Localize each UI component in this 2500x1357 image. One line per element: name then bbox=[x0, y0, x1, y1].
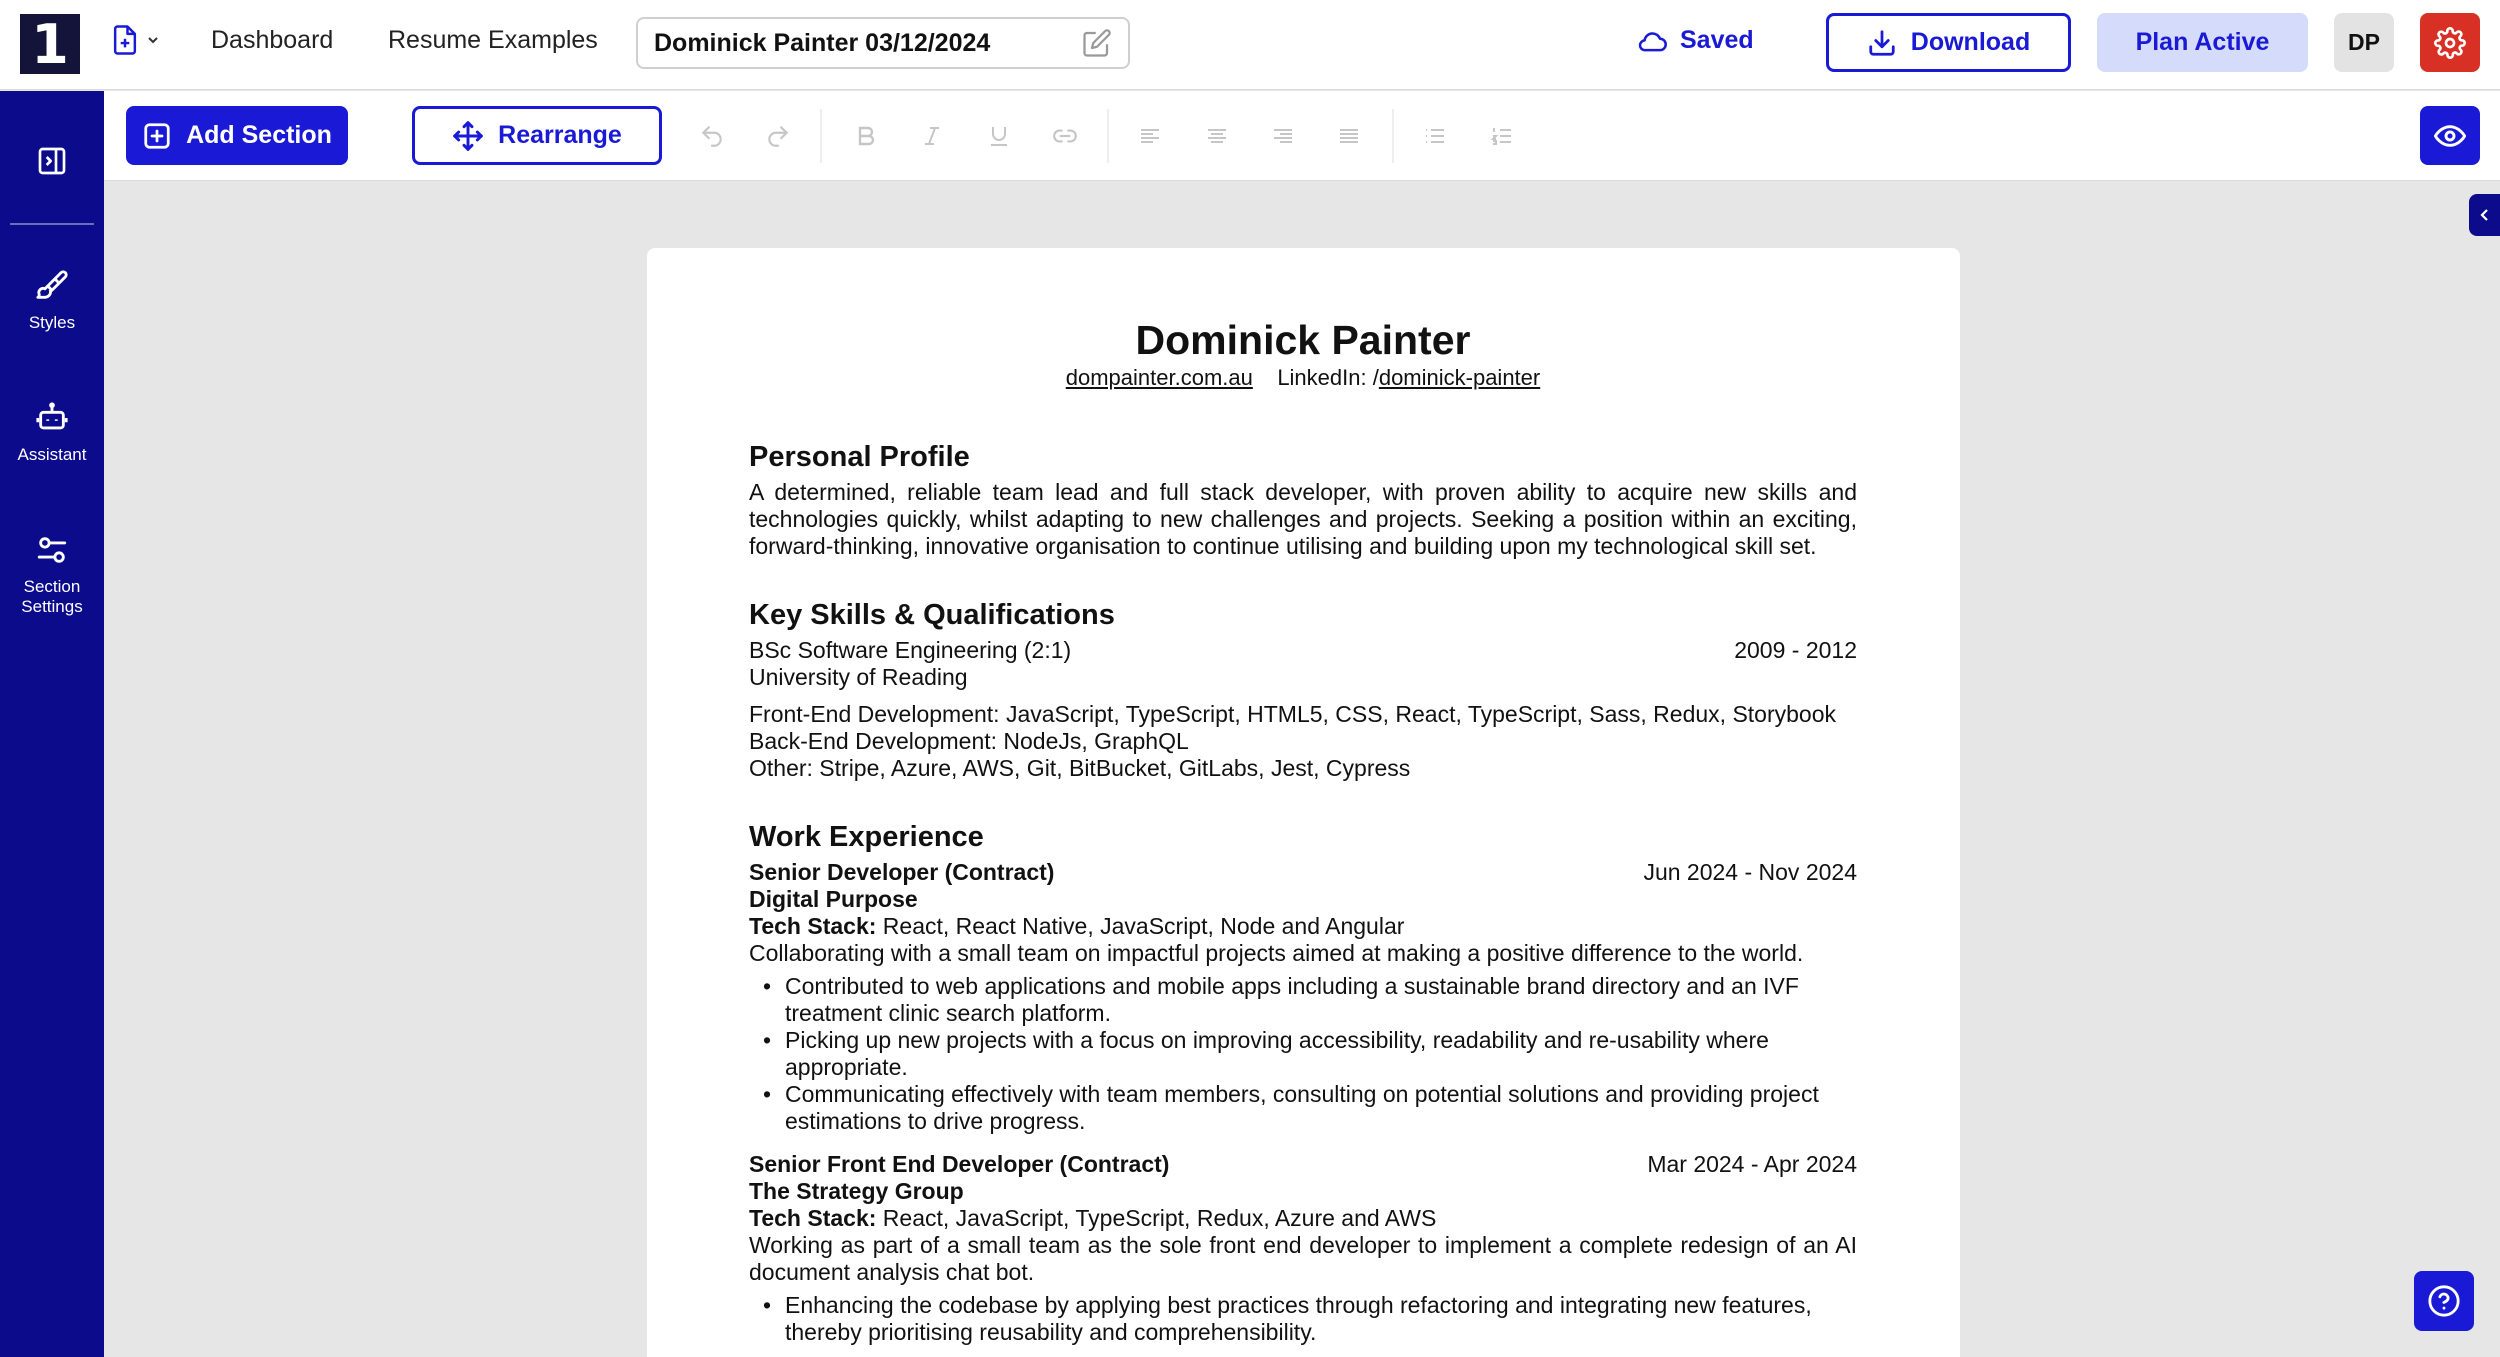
skills-line[interactable]: Other: Stripe, Azure, AWS, Git, BitBucket, GitLabs, Jest, Cypress bbox=[749, 755, 1411, 781]
add-section-label: Add Section bbox=[186, 121, 332, 149]
top-bar bbox=[0, 0, 2500, 90]
university[interactable]: University of Reading bbox=[749, 664, 968, 690]
tech-value: React, React Native, JavaScript, Node and Angular bbox=[882, 913, 1405, 939]
add-section-button[interactable] bbox=[126, 106, 348, 165]
resume-page bbox=[647, 248, 1960, 1357]
bullet-list-icon bbox=[1423, 124, 1447, 148]
brush-icon bbox=[35, 269, 69, 303]
skills-line[interactable]: Back-End Development: NodeJs, GraphQL bbox=[749, 728, 1189, 754]
linkedin-link[interactable]: dominick-painter bbox=[1378, 365, 1541, 390]
italic-button[interactable] bbox=[917, 121, 947, 151]
align-center-icon bbox=[1205, 124, 1229, 148]
list-item: • Enhancing the codebase by applying best practices through refactoring and integrating new features, thereby prioritising reusability and comprehensibility. bbox=[763, 1292, 1857, 1346]
tech-value: React, JavaScript, TypeScript, Redux, Azure and AWS bbox=[882, 1205, 1437, 1231]
toolbar-divider bbox=[1107, 109, 1109, 163]
link-icon bbox=[1052, 123, 1078, 149]
download-icon bbox=[1867, 28, 1897, 58]
undo-button[interactable] bbox=[697, 121, 727, 151]
rearrange-button[interactable] bbox=[412, 106, 662, 165]
gear-icon bbox=[2434, 27, 2466, 59]
align-left-button[interactable] bbox=[1135, 121, 1165, 151]
underline-button[interactable] bbox=[984, 121, 1014, 151]
section-heading-skills[interactable]: Key Skills & Qualifications bbox=[749, 599, 1115, 631]
sliders-icon bbox=[35, 533, 69, 567]
degree-row[interactable] bbox=[749, 637, 1857, 664]
resume-name[interactable]: Dominick Painter bbox=[1135, 317, 1471, 363]
toolbar-divider bbox=[1392, 109, 1394, 163]
tech-label: Tech Stack: bbox=[749, 913, 877, 939]
degree-dates: 2009 - 2012 bbox=[1734, 637, 1857, 663]
plus-square-icon bbox=[142, 121, 172, 151]
linkedin-label: LinkedIn: / bbox=[1277, 365, 1379, 390]
redo-button[interactable] bbox=[763, 121, 793, 151]
sidebar-item-label: Styles bbox=[28, 313, 76, 332]
sidebar-item-assistant[interactable] bbox=[0, 401, 104, 465]
align-center-button[interactable] bbox=[1202, 121, 1232, 151]
help-icon bbox=[2427, 1284, 2461, 1318]
list-item: • Picking up new projects with a focus on improving accessibility, readability and re-usability where appropriate. bbox=[763, 1027, 1857, 1081]
panel-toggle-icon bbox=[36, 145, 68, 177]
job-tech bbox=[749, 1205, 1857, 1232]
nav-dashboard[interactable]: Dashboard bbox=[211, 26, 334, 54]
list-item: • Contributed to web applications and mobile apps including a sustainable brand directory and an IVF treatment clinic search platform. bbox=[763, 973, 1857, 1027]
job-bullets bbox=[763, 1292, 1857, 1346]
chevron-down-icon bbox=[146, 33, 160, 47]
job-summary: Collaborating with a small team on impactful projects aimed at making a positive difference to the world. bbox=[749, 940, 1804, 966]
tech-label: Tech Stack: bbox=[749, 1205, 877, 1231]
link-button[interactable] bbox=[1050, 121, 1080, 151]
nav-resume-examples[interactable]: Resume Examples bbox=[388, 26, 598, 54]
resume-content bbox=[749, 316, 1857, 1357]
job-dates: Jun 2024 - Nov 2024 bbox=[1643, 859, 1857, 885]
profile-text[interactable]: A determined, reliable team lead and full stack developer, with proven ability to acquire new skills and technologies quickly, whilst adapting to new challenges and projects. Seeking a position within an exciting, forward-thinking, innovative organisation to continue utilising and building upon my technological skill set. bbox=[749, 479, 1857, 559]
list-item: • Communicating effectively with team members, consulting on potential solutions and providing project estimations to drive progress. bbox=[763, 1081, 1857, 1135]
new-document-menu[interactable] bbox=[110, 24, 160, 56]
job-title: Senior Developer (Contract) bbox=[749, 859, 1055, 885]
sidebar-item-label: Section Settings bbox=[21, 577, 83, 616]
degree: BSc Software Engineering (2:1) bbox=[749, 637, 1072, 663]
bold-icon bbox=[854, 124, 878, 148]
settings-button[interactable] bbox=[2420, 13, 2480, 72]
saved-label: Saved bbox=[1680, 26, 1754, 54]
app-logo[interactable]: 1 bbox=[20, 14, 80, 74]
section-heading-work[interactable]: Work Experience bbox=[749, 821, 984, 853]
document-title-field[interactable] bbox=[636, 17, 1130, 69]
bullet-list-button[interactable] bbox=[1420, 121, 1450, 151]
download-label: Download bbox=[1910, 28, 2031, 56]
underline-icon bbox=[987, 124, 1011, 148]
new-document-icon bbox=[110, 24, 140, 56]
job-company: The Strategy Group bbox=[749, 1178, 964, 1204]
plan-active-button[interactable]: Plan Active bbox=[2097, 13, 2308, 72]
job-header bbox=[749, 1151, 1857, 1178]
align-justify-button[interactable] bbox=[1334, 121, 1364, 151]
chevron-left-icon bbox=[2477, 207, 2493, 223]
section-heading-profile[interactable]: Personal Profile bbox=[749, 441, 970, 473]
bold-button[interactable] bbox=[851, 121, 881, 151]
left-sidebar bbox=[0, 91, 104, 1357]
avatar[interactable]: DP bbox=[2334, 13, 2394, 72]
document-title: Dominick Painter 03/12/2024 bbox=[654, 28, 991, 57]
undo-icon bbox=[699, 123, 725, 149]
preview-button[interactable] bbox=[2420, 106, 2480, 165]
numbered-list-icon bbox=[1490, 124, 1514, 148]
help-button[interactable] bbox=[2414, 1271, 2474, 1331]
align-justify-icon bbox=[1337, 124, 1361, 148]
redo-icon bbox=[765, 123, 791, 149]
toolbar-divider bbox=[820, 109, 822, 163]
sidebar-item-label: Assistant bbox=[17, 445, 87, 464]
eye-icon bbox=[2434, 120, 2466, 152]
edit-icon[interactable] bbox=[1082, 28, 1112, 58]
job-company: Digital Purpose bbox=[749, 886, 918, 912]
rearrange-label: Rearrange bbox=[498, 121, 622, 149]
job-tech bbox=[749, 913, 1857, 940]
cloud-icon bbox=[1636, 29, 1668, 53]
italic-icon bbox=[920, 124, 944, 148]
job-entry[interactable] bbox=[749, 859, 1857, 1135]
job-entry[interactable] bbox=[749, 1151, 1857, 1346]
sidebar-item-section-settings[interactable] bbox=[0, 533, 104, 617]
move-icon bbox=[452, 120, 484, 152]
align-right-button[interactable] bbox=[1268, 121, 1298, 151]
robot-icon bbox=[35, 401, 69, 435]
sidebar-divider bbox=[10, 223, 94, 225]
job-bullets bbox=[763, 973, 1857, 1135]
download-button[interactable] bbox=[1826, 13, 2071, 72]
job-dates: Mar 2024 - Apr 2024 bbox=[1647, 1151, 1857, 1177]
align-left-icon bbox=[1138, 124, 1162, 148]
resume-contact bbox=[749, 364, 1857, 392]
sidebar-toggle[interactable] bbox=[36, 145, 68, 177]
job-title: Senior Front End Developer (Contract) bbox=[749, 1151, 1170, 1177]
sidebar-item-styles[interactable] bbox=[0, 269, 104, 333]
align-right-icon bbox=[1271, 124, 1295, 148]
right-panel-toggle[interactable] bbox=[2469, 194, 2500, 236]
editor-toolbar bbox=[104, 91, 2500, 181]
job-header bbox=[749, 859, 1857, 886]
numbered-list-button[interactable] bbox=[1487, 121, 1517, 151]
save-status bbox=[1636, 26, 1754, 55]
skills-line[interactable]: Front-End Development: JavaScript, TypeScript, HTML5, CSS, React, TypeScript, Sass, Redux, Storybook bbox=[749, 701, 1836, 727]
website-link[interactable]: dompainter.com.au bbox=[1065, 365, 1253, 390]
job-summary: Working as part of a small team as the sole front end developer to implement a complete redesign of an AI document analysis chat bot. bbox=[749, 1232, 1857, 1285]
